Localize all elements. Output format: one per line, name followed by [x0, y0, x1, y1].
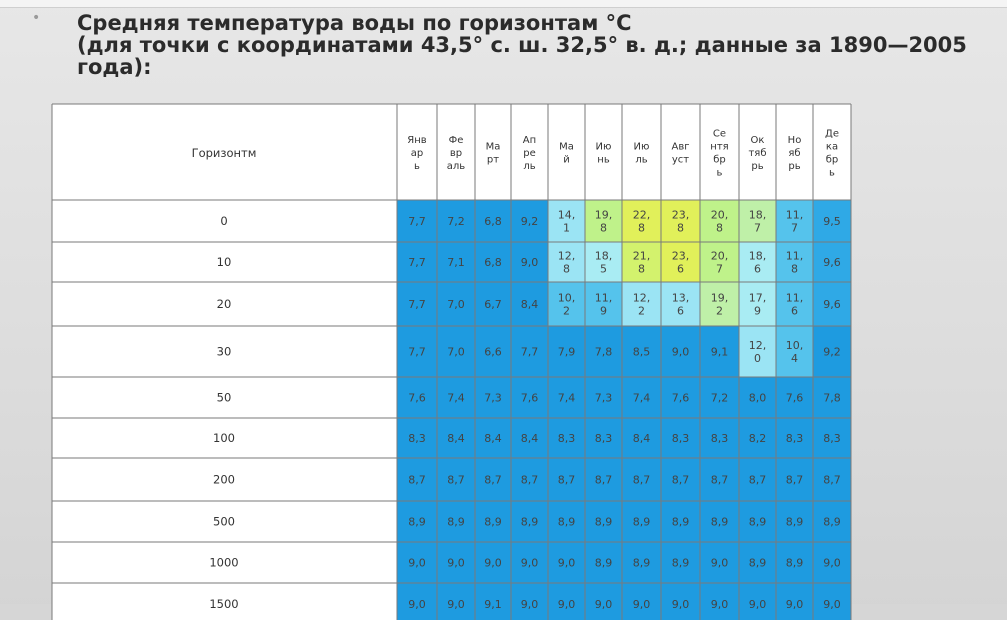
cell-value: 7,0: [447, 345, 465, 359]
cell-value: 9,0: [710, 598, 729, 611]
cell-value: 8: [716, 221, 723, 235]
cell-value: 8,7: [594, 473, 613, 487]
cell-value: 9,0: [594, 598, 613, 611]
cell-value: 7: [754, 221, 761, 235]
month-header: ка: [825, 141, 839, 153]
cell-value: 8,9: [671, 556, 690, 570]
cell-value: 12,: [557, 249, 576, 263]
cell-value: 8: [563, 262, 570, 276]
depth-label: 500: [213, 514, 235, 529]
cell-value: 18,: [748, 208, 767, 222]
cell-value: 7,0: [447, 298, 465, 311]
cell-value: 8,9: [632, 556, 651, 570]
cell-value: 8,9: [520, 515, 539, 529]
month-header: й: [563, 154, 570, 166]
cell-value: 8,7: [447, 473, 465, 487]
slide-title: Средняя температура воды по горизонтам °C (для точки с координатами 43,5° с. ш. 32,5° в. д.; данные за 1890—2005 года):: [77, 11, 967, 79]
cell-value: 9,0: [710, 556, 729, 570]
cell-value: 8,9: [785, 515, 804, 529]
cell-value: 6: [677, 304, 684, 318]
cell-value: 7,6: [671, 391, 690, 405]
cell-value: 7,6: [408, 391, 426, 405]
cell-value: 8,3: [594, 432, 613, 445]
cell-value: 13,: [671, 291, 690, 305]
cell-value: 8,4: [520, 298, 539, 311]
month-header: Ок: [750, 135, 765, 146]
cell-value: 14,: [557, 208, 576, 222]
cell-value: 7,1: [447, 256, 465, 269]
cell-value: 9,0: [520, 256, 539, 269]
cell-value: 2: [638, 304, 645, 318]
table-group: [52, 104, 851, 620]
cell-value: 9,0: [520, 556, 539, 570]
cell-value: 9,0: [823, 556, 841, 570]
month-header: ь: [829, 167, 835, 179]
month-header: яб: [788, 148, 801, 159]
cell-value: 9,0: [557, 598, 576, 611]
cell-value: 2: [716, 304, 723, 318]
cell-value: 9,0: [671, 598, 690, 611]
cell-value: 12,: [632, 291, 651, 305]
cell-value: 1: [563, 221, 570, 235]
cell-value: 8: [600, 221, 607, 235]
cell-value: 9,0: [447, 556, 465, 570]
cell-value: 6,8: [484, 215, 502, 228]
cell-value: 9,5: [823, 215, 841, 228]
cell-value: 20,: [710, 249, 729, 263]
cell-value: 8,7: [484, 473, 502, 487]
cell-value: 12,: [748, 339, 767, 352]
cell-value: 8,7: [785, 473, 804, 487]
cell-value: 9,0: [823, 598, 841, 611]
depth-label: 20: [216, 297, 232, 311]
month-header: Ию: [633, 141, 650, 153]
cell-value: 10,: [785, 339, 804, 352]
cell-value: 9,1: [484, 598, 502, 611]
cell-value: 8,9: [594, 515, 613, 529]
month-header: нь: [597, 154, 610, 166]
cell-value: 7,3: [484, 391, 502, 405]
month-header: бр: [825, 154, 839, 166]
cell-value: 21,: [632, 249, 651, 263]
month-header: Де: [825, 128, 839, 140]
cell-value: 8: [638, 221, 645, 235]
month-header: Янв: [407, 135, 427, 146]
cell-value: 9,0: [748, 598, 767, 611]
cell-value: 8,9: [823, 515, 841, 529]
cell-value: 9,0: [520, 598, 539, 611]
cell-value: 8,3: [671, 432, 690, 445]
cell-value: 7,7: [520, 345, 539, 359]
cell-value: 8: [791, 262, 798, 276]
depth-label: 30: [216, 344, 232, 359]
cell-value: 7,4: [557, 391, 576, 405]
month-header: Ма: [485, 141, 501, 153]
cell-value: 8,4: [632, 432, 651, 445]
cell-value: 8,7: [748, 473, 767, 487]
cell-value: 9,1: [710, 345, 729, 359]
cell-value: 8,4: [484, 432, 502, 445]
month-header: аль: [446, 161, 466, 172]
cell-value: 8,9: [785, 556, 804, 570]
cell-value: 9,0: [671, 345, 690, 359]
cell-value: 18,: [748, 249, 767, 263]
cell-value: 7,6: [520, 391, 539, 405]
month-header: Ию: [595, 141, 612, 153]
cell-value: 7,9: [557, 345, 576, 359]
cell-value: 8,7: [520, 473, 539, 487]
month-header: рь: [751, 161, 764, 172]
cell-value: 9: [600, 304, 607, 318]
cell-value: 8,7: [408, 473, 426, 487]
depth-label: 0: [220, 214, 228, 228]
cell-value: 19,: [594, 208, 613, 222]
month-header: рт: [486, 154, 500, 166]
depth-label: 1500: [209, 597, 239, 611]
cell-value: 11,: [785, 208, 804, 222]
cell-value: 11,: [785, 291, 804, 305]
cell-value: 8,9: [710, 515, 729, 529]
month-header: рь: [788, 161, 801, 172]
cell-value: 5: [600, 262, 607, 276]
depth-label: 10: [216, 255, 232, 269]
cell-value: 8,9: [748, 515, 767, 529]
cell-value: 19,: [710, 291, 729, 305]
cell-value: 9: [754, 304, 761, 318]
cell-value: 9,0: [632, 598, 651, 611]
month-header: нтя: [710, 141, 729, 153]
cell-value: 6,6: [484, 345, 502, 359]
cell-value: 11,: [785, 249, 804, 263]
month-header: тяб: [748, 148, 767, 159]
month-header: Фе: [448, 135, 464, 146]
cell-value: 18,: [594, 249, 613, 263]
cell-value: 9,2: [520, 215, 539, 228]
cell-value: 17,: [748, 291, 767, 305]
cell-value: 8,2: [748, 432, 767, 445]
cell-value: 7,8: [594, 345, 613, 359]
cell-value: 8,3: [823, 432, 841, 445]
cell-value: 8,4: [520, 432, 539, 445]
cell-value: 8,9: [557, 515, 576, 529]
month-header: ь: [716, 167, 723, 179]
cell-value: 8,7: [557, 473, 576, 487]
cell-value: 22,: [632, 208, 651, 222]
depth-label: 100: [213, 431, 235, 445]
cell-value: 23,: [671, 249, 690, 263]
cell-value: 9,2: [823, 345, 841, 359]
depth-label: 50: [216, 390, 232, 405]
cell-value: 8,5: [632, 345, 651, 359]
cell-value: 7,8: [823, 391, 841, 405]
cell-value: 6: [754, 262, 761, 276]
month-header: Авг: [671, 141, 690, 153]
cell-value: 9,0: [408, 598, 426, 611]
cell-value: 9,6: [823, 256, 841, 269]
cell-value: 6: [791, 304, 798, 318]
bullet-marker: •: [32, 10, 41, 26]
depth-label: 1000: [209, 555, 239, 570]
cell-value: 8,3: [557, 432, 576, 445]
cell-value: 8: [677, 221, 684, 235]
cell-value: 8,9: [408, 515, 426, 529]
cell-value: 11,: [594, 291, 613, 305]
cell-value: 7,4: [447, 391, 465, 405]
cell-value: 8,3: [785, 432, 804, 445]
cell-value: 8,0: [748, 391, 767, 405]
cell-value: 8,9: [748, 556, 767, 570]
cell-value: 6: [677, 262, 684, 276]
cell-value: 10,: [557, 291, 576, 305]
cell-value: 8: [638, 262, 645, 276]
cell-value: 7,7: [408, 215, 426, 228]
month-header: ар: [410, 148, 424, 159]
month-header: ль: [523, 161, 536, 172]
month-header: ль: [635, 154, 648, 166]
cell-value: 9,0: [484, 556, 502, 570]
cell-value: 9,0: [785, 598, 804, 611]
cell-value: 9,0: [408, 556, 426, 570]
depth-label: 200: [213, 472, 235, 487]
cell-value: 2: [563, 304, 570, 318]
cell-value: 7,6: [785, 391, 804, 405]
month-header: бр: [713, 154, 726, 166]
cell-value: 7,4: [632, 391, 651, 405]
cell-value: 8,7: [710, 473, 729, 487]
cell-value: 7,7: [408, 256, 426, 269]
cell-value: 8,9: [447, 515, 465, 529]
cell-value: 7: [791, 221, 798, 235]
month-header: Се: [712, 128, 727, 140]
cell-value: 8,7: [671, 473, 690, 487]
cell-value: 6,7: [484, 298, 502, 311]
cell-value: 8,3: [408, 432, 426, 445]
cell-value: 9,0: [447, 598, 465, 611]
cell-value: 23,: [671, 208, 690, 222]
cell-value: 7,3: [594, 391, 613, 405]
month-header: вр: [449, 148, 463, 159]
cell-value: 8,9: [632, 515, 651, 529]
month-header: Ап: [522, 135, 537, 146]
cell-value: 8,9: [484, 515, 502, 529]
month-header: ре: [523, 148, 536, 159]
cell-value: 8,3: [710, 432, 729, 445]
cell-value: 7,7: [408, 345, 426, 359]
month-header: Ма: [559, 141, 574, 153]
cell-value: 6,8: [484, 256, 502, 269]
cell-value: 4: [791, 352, 798, 365]
cell-value: 9,6: [823, 298, 841, 311]
cell-value: 8,9: [671, 515, 690, 529]
month-header: уст: [671, 154, 690, 166]
cell-value: 8,7: [823, 473, 841, 487]
month-header: ь: [414, 161, 420, 172]
cell-value: 8,4: [447, 432, 465, 445]
cell-value: 8,9: [594, 556, 613, 570]
cell-value: 7,7: [408, 298, 426, 311]
cell-value: 7: [716, 262, 723, 276]
cell-value: 0: [754, 352, 761, 365]
cell-value: 8,7: [632, 473, 651, 487]
cell-value: 7,2: [447, 215, 465, 228]
cell-value: 9,0: [557, 556, 576, 570]
month-header: Но: [787, 135, 802, 146]
depth-header: Горизонтм: [191, 146, 257, 160]
cell-value: 7,2: [710, 391, 729, 405]
cell-value: 20,: [710, 208, 729, 222]
